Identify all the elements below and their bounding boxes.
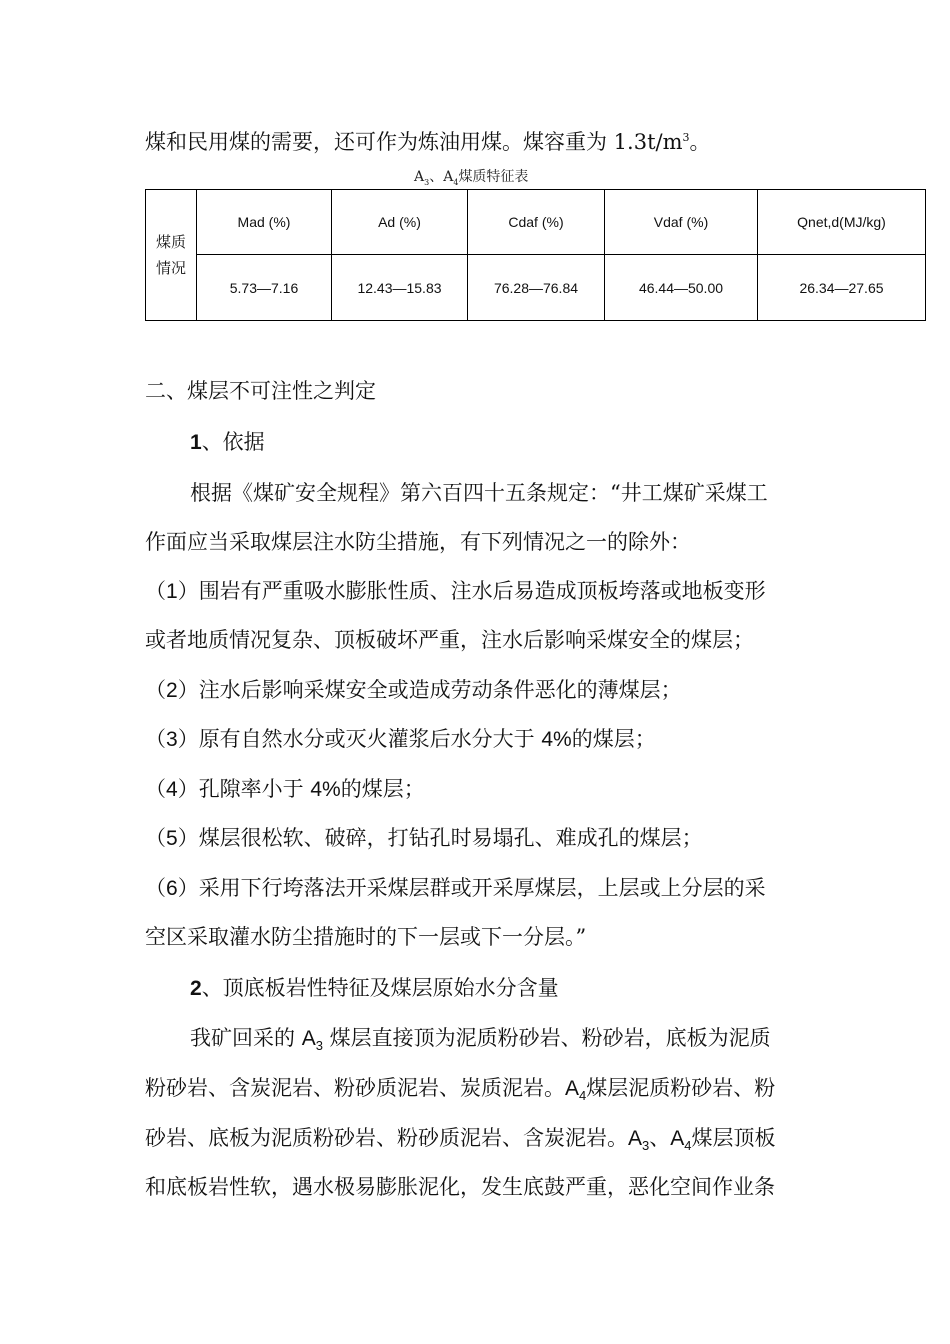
- subheading-2-text: 、顶底板岩性特征及煤层原始水分含量: [201, 976, 559, 1000]
- top-text-line: [145, 124, 711, 156]
- list-item-2: （2）注水后影响采煤安全或造成劳动条件恶化的薄煤层；: [145, 678, 682, 702]
- caption-title: 煤质特征表: [458, 169, 529, 185]
- top-text-end: 。: [689, 130, 711, 154]
- item-5-text: 煤层很松软、破碎，打钻孔时易塌孔、难成孔的煤层；: [198, 826, 703, 850]
- item-6-text: 采用下行垮落法开采煤层群或开采厚煤层，上层或上分层的采: [198, 876, 766, 900]
- section-heading: 二、煤层不可注性之判定: [145, 379, 376, 403]
- item-4-text-a: 孔隙率小于: [198, 777, 311, 801]
- p2-l3-text-a: 砂岩、底板为泥质粉砂岩、粉砂质泥岩、含炭泥岩。: [145, 1126, 628, 1150]
- row-header-cell: [146, 190, 197, 321]
- p2-l3-text-b: 煤层顶板: [691, 1126, 776, 1150]
- paragraph-2-line-4: 和底板岩性软，遇水极易膨胀泥化，发生底鼓严重，恶化空间作业条: [145, 1175, 775, 1199]
- list-item-6-line-1: （6）采用下行垮落法开采煤层群或开采厚煤层，上层或上分层的采: [145, 876, 766, 900]
- item-4-text-b: 的煤层；: [340, 777, 425, 801]
- item-5-number: 5: [166, 827, 178, 850]
- p2-l3-a2: A: [670, 1127, 685, 1150]
- subheading-1-text: 、依据: [201, 430, 265, 454]
- list-item-5: （5）煤层很松软、破碎，打钻孔时易塌孔、难成孔的煤层；: [145, 826, 703, 850]
- caption-a4: A: [443, 169, 454, 185]
- list-item-1-line-2: 或者地质情况复杂、顶板破坏严重，注水后影响采煤安全的煤层；: [145, 628, 754, 652]
- p2-l2-sub: 4: [579, 1088, 587, 1104]
- item-3-percent: 4%: [541, 728, 572, 751]
- table-value-row: [146, 255, 926, 321]
- superscript-3: 3: [682, 131, 690, 144]
- header-cell: Cdaf (%): [468, 190, 605, 255]
- paragraph-2-line-3: [145, 1124, 776, 1160]
- caption-sep: 、: [429, 169, 444, 185]
- subheading-1-number: 1: [190, 431, 202, 454]
- p2-l3-sub2: 4: [684, 1138, 692, 1154]
- top-text: 煤和民用煤的需要，还可作为炼油用煤。煤容重为 1.3t/m: [145, 130, 683, 154]
- row-header-text: 煤质情况: [155, 233, 186, 277]
- p2-l2-a: A: [565, 1077, 580, 1100]
- item-6-number: 6: [166, 877, 178, 900]
- value-cell: 26.34—27.65: [758, 255, 926, 321]
- list-item-3: （3）原有自然水分或灭火灌浆后水分大于 4%的煤层；: [145, 727, 656, 751]
- header-cell: Vdaf (%): [605, 190, 758, 255]
- item-4-percent: 4%: [310, 778, 341, 801]
- item-4-number: 4: [166, 778, 178, 801]
- paragraph-1-line-2: 作面应当采取煤层注水防尘措施，有下列情况之一的除外：: [145, 530, 691, 554]
- p2-l3-a1: A: [628, 1127, 643, 1150]
- header-cell: Ad (%): [332, 190, 468, 255]
- item-3-text-a: 原有自然水分或灭火灌浆后水分大于: [198, 727, 542, 751]
- paragraph-1-line-1: 根据《煤矿安全规程》第六百四十五条规定：“井工煤矿采煤工: [190, 481, 768, 505]
- list-item-1-line-1: （1）围岩有严重吸水膨胀性质、注水后易造成顶板垮落或地板变形: [145, 579, 766, 603]
- header-cell: Mad (%): [197, 190, 332, 255]
- p2-l1-a: A: [301, 1027, 316, 1050]
- item-1-text: 围岩有严重吸水膨胀性质、注水后易造成顶板垮落或地板变形: [198, 579, 766, 603]
- item-2-text: 注水后影响采煤安全或造成劳动条件恶化的薄煤层；: [198, 678, 682, 702]
- item-3-text-b: 的煤层；: [571, 727, 656, 751]
- value-cell: 76.28—76.84: [468, 255, 605, 321]
- list-item-4: （4）孔隙率小于 4%的煤层；: [145, 777, 425, 801]
- value-cell: 12.43—15.83: [332, 255, 468, 321]
- p2-l2-text-a: 粉砂岩、含炭泥岩、粉砂质泥岩、炭质泥岩。: [145, 1076, 565, 1100]
- header-cell: Qnet,d(MJ/kg): [758, 190, 926, 255]
- p2-l1-sub: 3: [315, 1038, 323, 1054]
- paragraph-2-line-2: [145, 1074, 775, 1110]
- item-1-number: 1: [166, 580, 178, 603]
- subheading-1: [190, 428, 265, 457]
- subheading-2-number: 2: [190, 977, 202, 1000]
- table-header-row: [146, 190, 926, 255]
- coal-quality-table: [145, 189, 926, 321]
- caption-sub-3: 3: [424, 177, 430, 187]
- list-item-6-line-2: 空区采取灌水防尘措施时的下一层或下一分层。”: [145, 925, 587, 949]
- subheading-2: [190, 974, 559, 1003]
- p2-l3-sep: 、: [649, 1126, 671, 1150]
- value-cell: 46.44—50.00: [605, 255, 758, 321]
- paragraph-2-line-1: [190, 1024, 771, 1060]
- caption-a3: A: [414, 169, 425, 185]
- p2-l1-text-b: 煤层直接顶为泥质粉砂岩、粉砂岩，底板为泥质: [322, 1026, 771, 1050]
- item-3-number: 3: [166, 728, 178, 751]
- p2-l3-sub1: 3: [642, 1138, 650, 1154]
- p2-l2-text-b: 煤层泥质粉砂岩、粉: [586, 1076, 776, 1100]
- item-2-number: 2: [166, 679, 178, 702]
- caption-sub-4: 4: [453, 177, 459, 187]
- value-cell: 5.73—7.16: [197, 255, 332, 321]
- p2-l1-text-a: 我矿回采的: [190, 1026, 302, 1050]
